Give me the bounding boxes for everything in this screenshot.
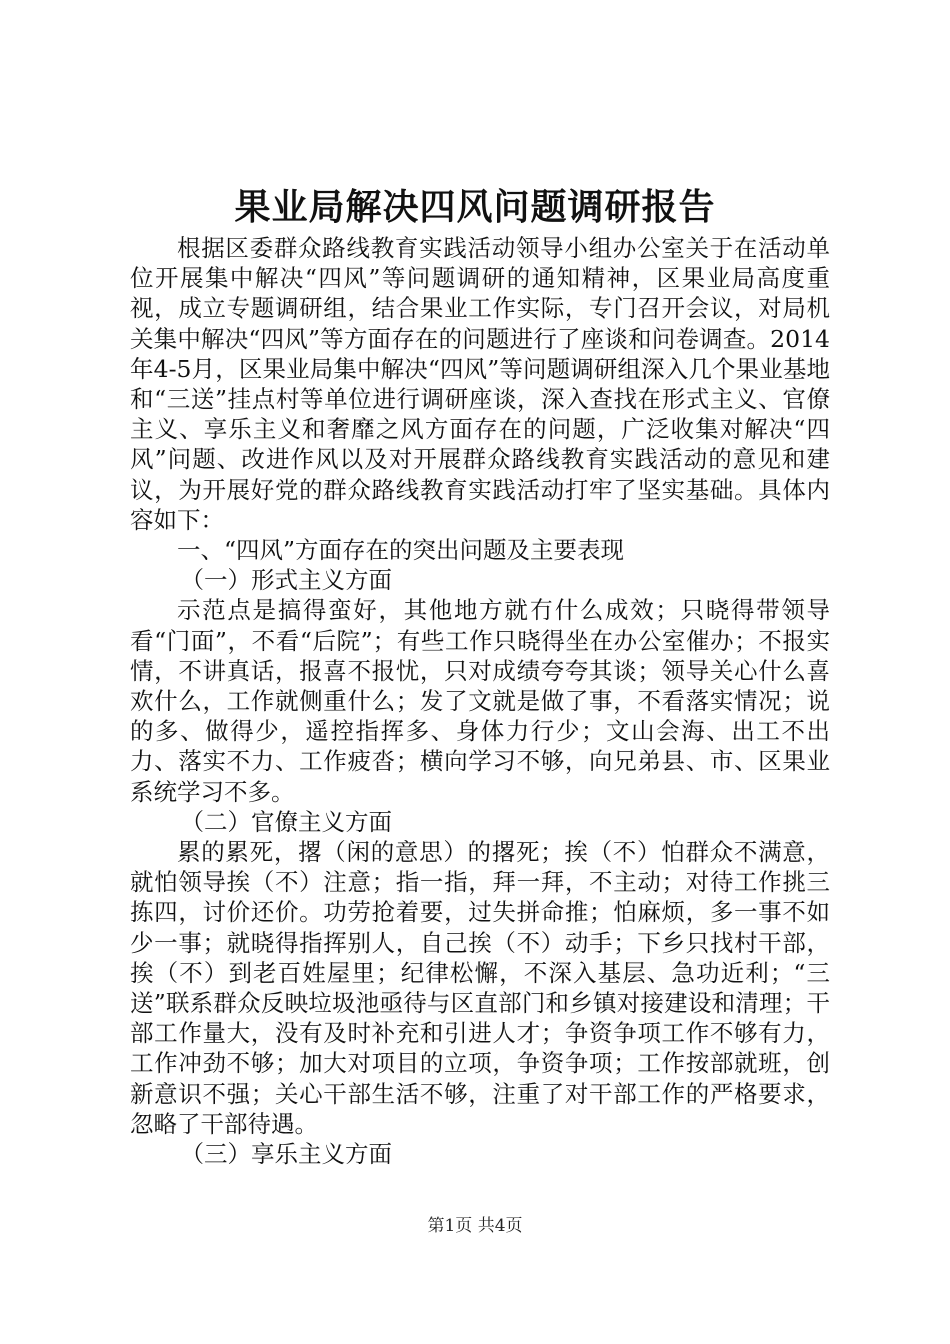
page-number-footer: 第1页 共4页: [427, 1216, 523, 1236]
bureaucracy-paragraph: 累的累死，撂（闲的意思）的撂死；挨（不）怕群众不满意，就怕领导挨（不）注意；指一指，拜一拜，不主动；对待工作挑三拣四，讨价还价。功劳抢着要，过失拼命推；怕麻烦，多一事不如少一事；就晓得指挥别人，自己挨（不）动手；下乡只找村干部，挨（不）到老百姓屋里；纪律松懈，不深入基层、急功近利；“三送”联系群众反映垃圾池亟待与区直部门和乡镇对接建设和清理；干部工作量大，没有及时补充和引进人才；争资争项工作不够有力，工作冲劲不够；加大对项目的立项，争资争项；工作按部就班，创新意识不强；关心干部生活不够，注重了对干部工作的严格要求，忽略了干部待遇。: [130, 838, 830, 1138]
subsection-heading-bureaucracy: （二）官僚主义方面: [180, 807, 393, 836]
formalism-paragraph: 示范点是搞得蛮好，其他地方就冇什么成效；只晓得带领导看“门面”，不看“后院”；有些工作只晓得坐在办公室催办；不报实情，不讲真话，报喜不报忧，只对成绩夸夸其谈；领导关心什么喜欢什么，工作就侧重什么；发了文就是做了事，不看落实情况；说的多、做得少，遥控指挥多、身体力行少；文山会海、出工不出力、落实不力、工作疲沓；横向学习不够，向兄弟县、市、区果业系统学习不多。: [130, 596, 830, 806]
section-heading-1: 一、“四风”方面存在的突出问题及主要表现: [177, 536, 625, 565]
document-body: [130, 233, 830, 1169]
intro-paragraph: 根据区委群众路线教育实践活动领导小组办公室关于在活动单位开展集中解决“四风”等问题调研的通知精神，区果业局高度重视，成立专题调研组，结合果业工作实际，专门召开会议，对局机关集中解决“四风”等方面存在的问题进行了座谈和问卷调查。2014年4-5月，区果业局集中解决“四风”等问题调研组深入几个果业基地和“三送”挂点村等单位进行调研座谈，深入查找在形式主义、官僚主义、享乐主义和奢靡之风方面存在的问题，广泛收集对解决“四风”问题、改进作风以及对开展群众路线教育实践活动的意见和建议，为开展好党的群众路线教育实践活动打牢了坚实基础。具体内容如下：: [130, 234, 830, 534]
subsection-heading-formalism: （一）形式主义方面: [180, 566, 393, 595]
document-title: 果业局解决四风问题调研报告: [234, 187, 716, 228]
subsection-heading-hedonism: （三）享乐主义方面: [180, 1140, 393, 1169]
